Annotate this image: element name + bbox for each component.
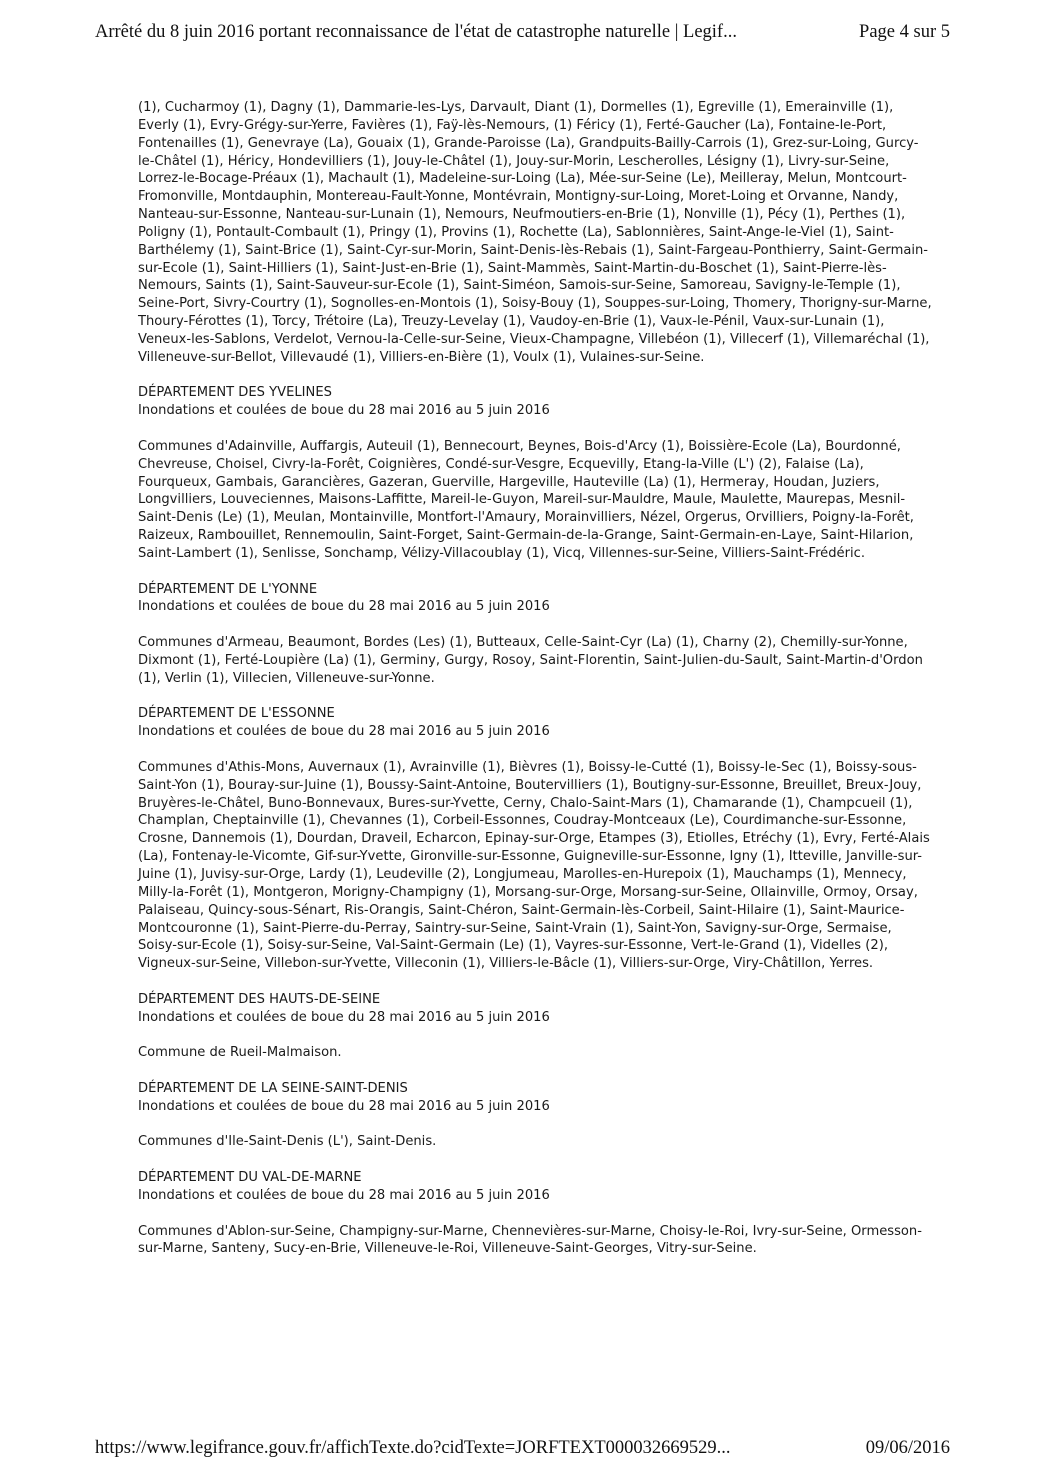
document-body bbox=[138, 99, 932, 1258]
document-title: Arrêté du 8 juin 2016 portant reconnaissance de l'état de catastrophe naturelle | Legif... bbox=[95, 22, 737, 42]
department-title: DÉPARTEMENT DES HAUTS-DE-SEINE bbox=[138, 991, 381, 1007]
continued-communes-list: (1), Cucharmoy (1), Dagny (1), Dammarie-les-Lys, Darvault, Diant (1), Dormelles (1), Egreville (1), Emerainville (1), Everly (1), Evry-Grégy-sur-Yerre, Favières (1), Faÿ-lès-Nemours, (1) Féricy (1), Ferté-Gaucher (La), Fontaine-le-Port, Fontenailles (1), Genevraye (La), Gouaix (1), Grande-Paroisse (La), Grandpuits-Bailly-Carrois (1), Grez-sur-Loing, Gurcy-le-Châtel (1), Héricy, Hondevilliers (1), Jouy-le-Châtel (1), Jouy-sur-Morin, Lescherolles, Lésigny (1), Livry-sur-Seine, Lorrez-le-Bocage-Préaux (1), Machault (1), Madeleine-sur-Loing (La), Mée-sur-Seine (Le), Meilleray, Melun, Montcourt-Fromonville, Montdauphin, Montereau-Fault-Yonne, Montévrain, Montigny-sur-Loing, Moret-Loing et Orvanne, Nandy, Nanteau-sur-Essonne, Nanteau-sur-Lunain (1), Nemours, Neufmoutiers-en-Brie (1), Nonville (1), Pécy (1), Perthes (1), Poligny (1), Pontault-Combault (1), Pringy (1), Provins (1), Rochette (La), Sablonnières, Saint-Ange-le-Viel (1), Saint-Barthélemy (1), Saint-Brice (1), Saint-Cyr-sur-Morin, Saint-Denis-lès-Rebais (1), Saint-Fargeau-Ponthierry, Saint-Germain-sur-Ecole (1), Saint-Hilliers (1), Saint-Just-en-Brie (1), Saint-Mammès, Saint-Martin-du-Boschet (1), Saint-Pierre-lès-Nemours, Saints (1), Saint-Sauveur-sur-Ecole (1), Saint-Siméon, Samois-sur-Seine, Samoreau, Savigny-le-Temple (1), Seine-Port, Sivry-Courtry (1), Sognolles-en-Montois (1), Soisy-Bouy (1), Souppes-sur-Loing, Thomery, Thorigny-sur-Marne, Thoury-Férottes (1), Torcy, Trétoire (La), Treuzy-Levelay (1), Vaudoy-en-Brie (1), Vaux-le-Pénil, Vaux-sur-Lunain (1), Veneux-les-Sablons, Verdelot, Vernou-la-Celle-sur-Seine, Vieux-Champagne, Villebéon (1), Villecerf (1), Villemaréchal (1), Villeneuve-sur-Bellot, Villevaudé (1), Villiers-en-Bière (1), Voulx (1), Vulaines-sur-Seine. bbox=[138, 100, 932, 365]
event-description: Inondations et coulées de boue du 28 mai 2016 au 5 juin 2016 bbox=[138, 1187, 550, 1203]
event-description: Inondations et coulées de boue du 28 mai 2016 au 5 juin 2016 bbox=[138, 724, 550, 740]
event-description: Inondations et coulées de boue du 28 mai 2016 au 5 juin 2016 bbox=[138, 1009, 550, 1025]
department-title: DÉPARTEMENT DES YVELINES bbox=[138, 385, 332, 401]
print-header bbox=[95, 22, 950, 43]
page-number: Page 4 sur 5 bbox=[859, 22, 950, 42]
communes-list: Communes d'Athis-Mons, Auvernaux (1), Avrainville (1), Bièvres (1), Boissy-le-Cutté (1), Boissy-le-Sec (1), Boissy-sous-Saint-Yon (1), Bouray-sur-Juine (1), Boussy-Saint-Antoine, Boutervilliers (1), Boutigny-sur-Essonne, Breuillet, Breux-Jouy, Bruyères-le-Châtel, Buno-Bonnevaux, Bures-sur-Yvette, Cerny, Chalo-Saint-Mars (1), Chamarande (1), Champcueil (1), Champlan, Cheptainville (1), Chevannes (1), Corbeil-Essonnes, Coudray-Montceaux (Le), Courdimanche-sur-Essonne, Crosne, Dannemois (1), Dourdan, Draveil, Echarcon, Epinay-sur-Orge, Etampes (3), Etiolles, Etréchy (1), Evry, Ferté-Alais (La), Fontenay-le-Vicomte, Gif-sur-Yvette, Gironville-sur-Essonne, Guigneville-sur-Essonne, Igny (1), Itteville, Janville-sur-Juine (1), Juvisy-sur-Orge, Lardy (1), Leudeville (2), Longjumeau, Marolles-en-Hurepoix (1), Mauchamps (1), Mennecy, Milly-la-Forêt (1), Montgeron, Morigny-Champigny (1), Morsang-sur-Orge, Morsang-sur-Seine, Ollainville, Ormoy, Orsay, Palaiseau, Quincy-sous-Sénart, Ris-Orangis, Saint-Chéron, Saint-Germain-lès-Corbeil, Saint-Hilaire (1), Saint-Maurice-Montcouronne (1), Saint-Pierre-du-Perray, Saintry-sur-Seine, Saint-Vrain (1), Saint-Yon, Savigny-sur-Orge, Sermaise, Soisy-sur-Ecole (1), Soisy-sur-Seine, Val-Saint-Germain (Le) (1), Vayres-sur-Essonne, Vert-le-Grand (1), Videlles (2), Vigneux-sur-Seine, Villebon-sur-Yvette, Villeconin (1), Villiers-le-Bâcle (1), Villiers-sur-Orge, Viry-Châtillon, Yerres. bbox=[138, 759, 930, 972]
department-title: DÉPARTEMENT DE LA SEINE-SAINT-DENIS bbox=[138, 1080, 408, 1096]
department-title: DÉPARTEMENT DU VAL-DE-MARNE bbox=[138, 1170, 362, 1186]
communes-list: Commune de Rueil-Malmaison. bbox=[138, 1045, 342, 1061]
print-footer bbox=[95, 1438, 950, 1459]
section-yvelines bbox=[138, 384, 932, 562]
department-title: DÉPARTEMENT DE L'YONNE bbox=[138, 581, 318, 597]
department-title: DÉPARTEMENT DE L'ESSONNE bbox=[138, 706, 335, 722]
page-url: https://www.legifrance.gouv.fr/affichTexte.do?cidTexte=JORFTEXT000032669529... bbox=[95, 1438, 731, 1458]
event-description: Inondations et coulées de boue du 28 mai 2016 au 5 juin 2016 bbox=[138, 599, 550, 615]
communes-list: Communes d'Armeau, Beaumont, Bordes (Les) (1), Butteaux, Celle-Saint-Cyr (La) (1), Charny (2), Chemilly-sur-Yonne, Dixmont (1), Ferté-Loupière (La) (1), Germiny, Gurgy, Rosoy, Saint-Florentin, Saint-Julien-du-Sault, Saint-Martin-d'Ordon (1), Verlin (1), Villecien, Villeneuve-sur-Yonne. bbox=[138, 635, 923, 686]
section-seine-saint-denis bbox=[138, 1080, 932, 1151]
section-hauts-de-seine bbox=[138, 991, 932, 1062]
event-description: Inondations et coulées de boue du 28 mai 2016 au 5 juin 2016 bbox=[138, 403, 550, 419]
communes-list: Communes d'Adainville, Auffargis, Auteuil (1), Bennecourt, Beynes, Bois-d'Arcy (1), Boissière-Ecole (La), Bourdonné, Chevreuse, Choisel, Civry-la-Forêt, Coignières, Condé-sur-Vesgre, Ecquevilly, Etang-la-Ville (L') (2), Falaise (La), Fourqueux, Gambais, Garancières, Gazeran, Guerville, Hargeville, Hauteville (La) (1), Hermeray, Houdan, Juziers, Longvilliers, Louveciennes, Maisons-Laffitte, Mareil-le-Guyon, Mareil-sur-Mauldre, Maule, Maulette, Maurepas, Mesnil-Saint-Denis (Le) (1), Meulan, Montainville, Montfort-l'Amaury, Morainvilliers, Nézel, Orgerus, Orvilliers, Poigny-la-Forêt, Raizeux, Rambouillet, Rennemoulin, Saint-Forget, Saint-Germain-de-la-Grange, Saint-Germain-en-Laye, Saint-Hilarion, Saint-Lambert (1), Senlisse, Sonchamp, Vélizy-Villacoublay (1), Vicq, Villennes-sur-Seine, Villiers-Saint-Frédéric. bbox=[138, 438, 914, 561]
event-description: Inondations et coulées de boue du 28 mai 2016 au 5 juin 2016 bbox=[138, 1098, 550, 1114]
print-date: 09/06/2016 bbox=[865, 1438, 950, 1458]
section-yonne bbox=[138, 581, 932, 688]
communes-list: Communes d'Ablon-sur-Seine, Champigny-sur-Marne, Chennevières-sur-Marne, Choisy-le-Roi, Ivry-sur-Seine, Ormesson-sur-Marne, Santeny, Sucy-en-Brie, Villeneuve-le-Roi, Villeneuve-Saint-Georges, Vitry-sur-Seine. bbox=[138, 1223, 922, 1257]
communes-list: Communes d'Ile-Saint-Denis (L'), Saint-Denis. bbox=[138, 1134, 437, 1150]
section-val-de-marne bbox=[138, 1169, 932, 1258]
section-essonne bbox=[138, 705, 932, 973]
